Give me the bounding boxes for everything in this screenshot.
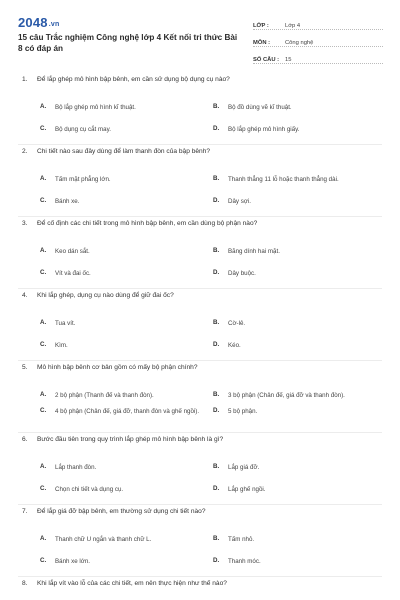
option-letter: C. <box>40 269 47 276</box>
option-c[interactable] <box>40 197 210 206</box>
option-text: Tấm mặt phẳng lớn. <box>55 176 111 183</box>
option-text: 4 bộ phận (Chân đế, giá đỡ, thanh đòn và ghế ngồi). <box>55 408 200 415</box>
question-prompt: Bước đầu tiên trong quy trình lắp ghép mô hình bập bênh là gì? <box>37 436 224 443</box>
option-c[interactable] <box>40 485 210 494</box>
option-b[interactable] <box>213 535 383 544</box>
option-d[interactable] <box>213 407 383 416</box>
option-letter: B. <box>213 535 220 542</box>
divider <box>18 144 382 145</box>
meta-box <box>253 14 383 65</box>
question-prompt: Chi tiết nào sau đây dùng để làm thanh đòn của bập bênh? <box>37 148 211 155</box>
option-letter: A. <box>40 103 47 110</box>
question-text <box>22 148 382 155</box>
divider <box>18 432 382 433</box>
option-c[interactable] <box>40 125 210 134</box>
logo-text: 2048 <box>18 15 48 30</box>
option-letter: B. <box>213 103 220 110</box>
option-text: Chọn chi tiết và dụng cụ. <box>55 486 124 493</box>
option-letter: D. <box>213 125 220 132</box>
question-prompt: Để cố định các chi tiết trong mô hình bập bênh, em cần dùng bộ phận nào? <box>37 220 258 227</box>
question-number: 6. <box>22 436 28 443</box>
question-text <box>22 508 382 515</box>
option-text: Tấm nhỏ. <box>228 536 255 543</box>
option-text: Bộ lắp ghép mô hình giấy. <box>228 126 300 133</box>
option-a[interactable] <box>40 175 210 184</box>
option-text: Bộ đồ dùng vẽ kĩ thuật. <box>228 104 292 111</box>
divider <box>18 504 382 505</box>
option-c[interactable] <box>40 407 210 416</box>
option-d[interactable] <box>213 125 383 134</box>
option-letter: C. <box>40 557 47 564</box>
question-item <box>0 580 400 600</box>
option-text: Bộ lắp ghép mô hình kĩ thuật. <box>55 104 136 111</box>
question-item <box>0 508 400 580</box>
question-text <box>22 76 382 83</box>
question-item <box>0 292 400 364</box>
question-number: 2. <box>22 148 28 155</box>
option-text: Cờ-lê. <box>228 320 246 327</box>
option-a[interactable] <box>40 535 210 544</box>
option-text: Băng dính hai mặt. <box>228 248 280 255</box>
option-letter: D. <box>213 197 220 204</box>
option-c[interactable] <box>40 269 210 278</box>
option-b[interactable] <box>213 103 383 112</box>
question-prompt: Mô hình bập bênh cơ bản gồm có mấy bộ phận chính? <box>37 364 198 371</box>
option-text: Keo dán sắt. <box>55 248 90 255</box>
question-text <box>22 364 382 371</box>
divider <box>18 216 382 217</box>
option-a[interactable] <box>40 391 210 400</box>
option-letter: D. <box>213 341 220 348</box>
option-a[interactable] <box>40 103 210 112</box>
question-prompt: Để lắp ghép mô hình bập bênh, em cần sử dụng bộ dụng cụ nào? <box>37 76 230 83</box>
option-text: Kìm. <box>55 342 68 349</box>
option-letter: B. <box>213 463 220 470</box>
option-letter: D. <box>213 269 220 276</box>
question-number: 8. <box>22 580 28 587</box>
document-title: 15 câu Trắc nghiệm Công nghệ lớp 4 Kết nối tri thức Bài 8 có đáp án <box>18 33 238 53</box>
question-number: 3. <box>22 220 28 227</box>
option-text: Tua vít. <box>55 320 76 327</box>
option-letter: B. <box>213 391 220 398</box>
option-text: 2 bộ phận (Thanh đế và thanh đòn). <box>55 392 154 399</box>
divider <box>18 360 382 361</box>
question-number: 4. <box>22 292 28 299</box>
meta-subject-value: Công nghệ <box>285 40 314 46</box>
option-a[interactable] <box>40 247 210 256</box>
option-letter: B. <box>213 175 220 182</box>
site-logo[interactable] <box>18 15 59 30</box>
option-d[interactable] <box>213 557 383 566</box>
question-item <box>0 436 400 508</box>
option-letter: D. <box>213 485 220 492</box>
option-a[interactable] <box>40 319 210 328</box>
option-letter: A. <box>40 247 47 254</box>
question-prompt: Khi lắp ghép, dụng cụ nào dùng để giữ đai ốc? <box>37 292 174 299</box>
meta-count-label: SỐ CÂU : <box>253 57 280 63</box>
option-letter: A. <box>40 175 47 182</box>
meta-class-label: LỚP : <box>253 23 269 29</box>
question-number: 7. <box>22 508 28 515</box>
divider <box>18 288 382 289</box>
meta-count-value: 15 <box>285 57 292 63</box>
option-text: Dây sợi. <box>228 198 251 205</box>
question-number: 5. <box>22 364 28 371</box>
option-text: Dây buộc. <box>228 270 256 277</box>
question-number: 1. <box>22 76 28 83</box>
question-item <box>0 364 400 436</box>
option-text: Lắp thanh đòn. <box>55 464 97 471</box>
option-text: Lắp giá đỡ. <box>228 464 260 471</box>
option-text: Thanh móc. <box>228 558 261 565</box>
divider <box>18 576 382 577</box>
option-d[interactable] <box>213 485 383 494</box>
question-text <box>22 580 382 587</box>
option-b[interactable] <box>213 319 383 328</box>
question-item <box>0 148 400 220</box>
question-item <box>0 220 400 292</box>
option-b[interactable] <box>213 391 383 400</box>
option-letter: A. <box>40 463 47 470</box>
question-list <box>0 76 400 600</box>
question-text <box>22 436 382 443</box>
option-d[interactable] <box>213 269 383 278</box>
option-c[interactable] <box>40 341 210 350</box>
option-b[interactable] <box>213 463 383 472</box>
option-letter: B. <box>213 247 220 254</box>
option-letter: B. <box>213 319 220 326</box>
question-text <box>22 220 382 227</box>
option-text: Lắp ghế ngồi. <box>228 486 266 493</box>
meta-class-value: Lớp 4 <box>285 23 301 29</box>
document-header <box>0 0 400 63</box>
option-text: 3 bộ phận (Chân đế, giá đỡ và thanh đòn). <box>228 392 345 399</box>
option-text: Bánh xe. <box>55 198 80 205</box>
logo-suffix: .vn <box>48 21 60 28</box>
option-letter: A. <box>40 391 47 398</box>
option-letter: A. <box>40 535 47 542</box>
question-text <box>22 292 382 299</box>
option-letter: C. <box>40 485 47 492</box>
option-letter: C. <box>40 341 47 348</box>
option-text: 5 bộ phận. <box>228 408 258 415</box>
option-a[interactable] <box>40 463 210 472</box>
question-item <box>0 76 400 148</box>
option-text: Thanh chữ U ngắn và thanh chữ L. <box>55 536 152 543</box>
question-prompt: Để lắp giá đỡ bập bênh, em thường sử dụng chi tiết nào? <box>37 508 206 515</box>
option-text: Thanh thẳng 11 lỗ hoặc thanh thẳng dài. <box>228 176 339 183</box>
meta-subject-label: MÔN : <box>253 40 271 46</box>
option-c[interactable] <box>40 557 210 566</box>
meta-class-row <box>253 14 383 30</box>
option-text: Bộ dụng cụ cắt may. <box>55 126 111 133</box>
meta-count-row <box>253 48 383 64</box>
option-letter: C. <box>40 407 47 414</box>
option-b[interactable] <box>213 247 383 256</box>
question-prompt: Khi lắp vít vào lỗ của các chi tiết, em nên thực hiện như thế nào? <box>37 580 227 587</box>
option-text: Kéo. <box>228 342 241 349</box>
meta-subject-row <box>253 31 383 47</box>
option-d[interactable] <box>213 197 383 206</box>
option-b[interactable] <box>213 175 383 184</box>
option-letter: C. <box>40 125 47 132</box>
option-letter: D. <box>213 407 220 414</box>
option-d[interactable] <box>213 341 383 350</box>
option-letter: A. <box>40 319 47 326</box>
option-text: Vít và đai ốc. <box>55 270 91 277</box>
option-letter: D. <box>213 557 220 564</box>
option-letter: C. <box>40 197 47 204</box>
option-text: Bánh xe lớn. <box>55 558 91 565</box>
